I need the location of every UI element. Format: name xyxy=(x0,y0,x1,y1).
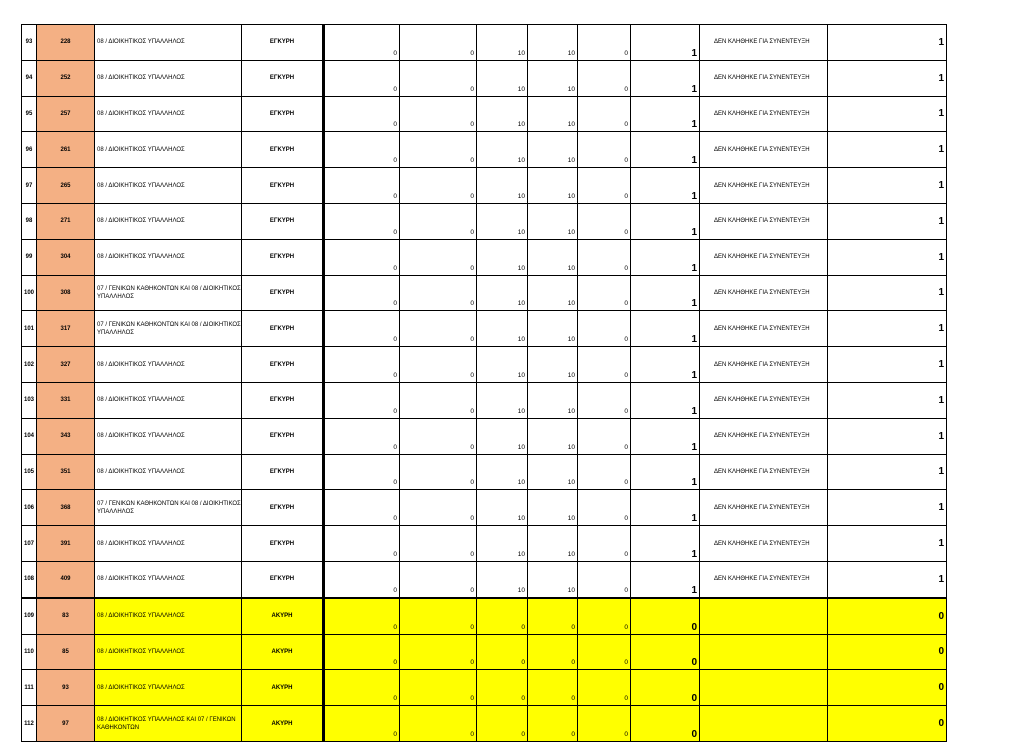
application-id-cell: 308 xyxy=(37,275,95,311)
application-id-cell: 83 xyxy=(37,598,95,634)
score-cell-1: 0 xyxy=(324,203,400,239)
score-cell-5: 0 xyxy=(578,418,631,454)
score-cell-5: 0 xyxy=(578,598,631,634)
total-score-cell: 0 xyxy=(631,598,700,634)
score-cell-2: 0 xyxy=(400,25,477,61)
row-number-cell: 105 xyxy=(22,454,37,490)
score-cell-3: 10 xyxy=(477,239,528,275)
total-score-cell: 1 xyxy=(631,60,700,96)
score-cell-5: 0 xyxy=(578,706,631,742)
score-cell-2: 0 xyxy=(400,454,477,490)
application-id-cell: 97 xyxy=(37,706,95,742)
table-row xyxy=(22,598,947,634)
table-row xyxy=(22,203,947,239)
total-score-cell: 1 xyxy=(631,25,700,61)
total-score-cell: 1 xyxy=(631,418,700,454)
application-id-cell: 261 xyxy=(37,132,95,168)
interview-note-cell: ΔΕΝ ΚΛΗΘΗΚΕ ΓΙΑ ΣΥΝΕΝΤΕΥΞΗ xyxy=(700,25,828,61)
interview-note-cell: ΔΕΝ ΚΛΗΘΗΚΕ ΓΙΑ ΣΥΝΕΝΤΕΥΞΗ xyxy=(700,561,828,597)
score-cell-3: 10 xyxy=(477,168,528,204)
score-cell-1: 0 xyxy=(324,132,400,168)
specialty-cell: 07 / ΓΕΝΙΚΩΝ ΚΑΘΗΚΟΝΤΩΝ ΚΑΙ 08 / ΔΙΟΙΚΗΤΙΚΟΣ ΥΠΑΛΛΗΛΟΣ xyxy=(95,490,242,526)
score-cell-4: 10 xyxy=(528,60,578,96)
table-row xyxy=(22,634,947,670)
score-cell-4: 10 xyxy=(528,311,578,347)
score-cell-1: 0 xyxy=(324,706,400,742)
table-row xyxy=(22,132,947,168)
score-cell-5: 0 xyxy=(578,132,631,168)
row-number-cell: 107 xyxy=(22,526,37,562)
row-number-cell: 102 xyxy=(22,347,37,383)
score-cell-5: 0 xyxy=(578,239,631,275)
interview-note-cell: ΔΕΝ ΚΛΗΘΗΚΕ ΓΙΑ ΣΥΝΕΝΤΕΥΞΗ xyxy=(700,382,828,418)
total-score-cell: 1 xyxy=(631,203,700,239)
final-score-cell: 1 xyxy=(828,490,947,526)
final-score-cell: 1 xyxy=(828,347,947,383)
total-score-cell: 1 xyxy=(631,132,700,168)
score-cell-2: 0 xyxy=(400,168,477,204)
total-score-cell: 0 xyxy=(631,634,700,670)
total-score-cell: 1 xyxy=(631,454,700,490)
validity-cell: ΕΓΚΥΡΗ xyxy=(242,25,324,61)
final-score-cell: 0 xyxy=(828,598,947,634)
application-id-cell: 409 xyxy=(37,561,95,597)
row-number-cell: 94 xyxy=(22,60,37,96)
specialty-cell: 08 / ΔΙΟΙΚΗΤΙΚΟΣ ΥΠΑΛΛΗΛΟΣ xyxy=(95,418,242,454)
score-cell-5: 0 xyxy=(578,347,631,383)
validity-cell: ΕΓΚΥΡΗ xyxy=(242,347,324,383)
interview-note-cell: ΔΕΝ ΚΛΗΘΗΚΕ ΓΙΑ ΣΥΝΕΝΤΕΥΞΗ xyxy=(700,275,828,311)
interview-note-cell: ΔΕΝ ΚΛΗΘΗΚΕ ΓΙΑ ΣΥΝΕΝΤΕΥΞΗ xyxy=(700,490,828,526)
row-number-cell: 96 xyxy=(22,132,37,168)
specialty-cell: 08 / ΔΙΟΙΚΗΤΙΚΟΣ ΥΠΑΛΛΗΛΟΣ xyxy=(95,60,242,96)
final-score-cell: 1 xyxy=(828,526,947,562)
specialty-cell: 08 / ΔΙΟΙΚΗΤΙΚΟΣ ΥΠΑΛΛΗΛΟΣ xyxy=(95,454,242,490)
final-score-cell: 1 xyxy=(828,168,947,204)
interview-note-cell: ΔΕΝ ΚΛΗΘΗΚΕ ΓΙΑ ΣΥΝΕΝΤΕΥΞΗ xyxy=(700,454,828,490)
score-cell-2: 0 xyxy=(400,670,477,706)
table-row xyxy=(22,60,947,96)
validity-cell: ΑΚΥΡΗ xyxy=(242,598,324,634)
row-number-cell: 104 xyxy=(22,418,37,454)
score-cell-2: 0 xyxy=(400,60,477,96)
validity-cell: ΕΓΚΥΡΗ xyxy=(242,454,324,490)
score-cell-2: 0 xyxy=(400,418,477,454)
score-cell-4: 10 xyxy=(528,418,578,454)
row-number-cell: 100 xyxy=(22,275,37,311)
application-id-cell: 331 xyxy=(37,382,95,418)
row-number-cell: 101 xyxy=(22,311,37,347)
application-id-cell: 85 xyxy=(37,634,95,670)
score-cell-5: 0 xyxy=(578,634,631,670)
application-id-cell: 252 xyxy=(37,60,95,96)
score-cell-1: 0 xyxy=(324,275,400,311)
score-cell-3: 10 xyxy=(477,490,528,526)
total-score-cell: 1 xyxy=(631,96,700,132)
final-score-cell: 1 xyxy=(828,239,947,275)
score-cell-4: 10 xyxy=(528,490,578,526)
score-cell-3: 10 xyxy=(477,454,528,490)
final-score-cell: 0 xyxy=(828,670,947,706)
final-score-cell: 1 xyxy=(828,275,947,311)
score-cell-1: 0 xyxy=(324,526,400,562)
score-cell-5: 0 xyxy=(578,561,631,597)
application-id-cell: 343 xyxy=(37,418,95,454)
interview-note-cell xyxy=(700,670,828,706)
final-score-cell: 1 xyxy=(828,132,947,168)
score-cell-2: 0 xyxy=(400,203,477,239)
table-row xyxy=(22,670,947,706)
total-score-cell: 1 xyxy=(631,382,700,418)
application-id-cell: 351 xyxy=(37,454,95,490)
final-score-cell: 1 xyxy=(828,203,947,239)
score-cell-1: 0 xyxy=(324,634,400,670)
row-number-cell: 93 xyxy=(22,25,37,61)
total-score-cell: 1 xyxy=(631,347,700,383)
specialty-cell: 08 / ΔΙΟΙΚΗΤΙΚΟΣ ΥΠΑΛΛΗΛΟΣ xyxy=(95,168,242,204)
table-row xyxy=(22,239,947,275)
score-cell-2: 0 xyxy=(400,311,477,347)
score-cell-2: 0 xyxy=(400,275,477,311)
row-number-cell: 108 xyxy=(22,561,37,597)
score-cell-1: 0 xyxy=(324,239,400,275)
table-row xyxy=(22,490,947,526)
score-cell-1: 0 xyxy=(324,382,400,418)
score-cell-1: 0 xyxy=(324,561,400,597)
application-id-cell: 265 xyxy=(37,168,95,204)
interview-note-cell: ΔΕΝ ΚΛΗΘΗΚΕ ΓΙΑ ΣΥΝΕΝΤΕΥΞΗ xyxy=(700,311,828,347)
specialty-cell: 08 / ΔΙΟΙΚΗΤΙΚΟΣ ΥΠΑΛΛΗΛΟΣ xyxy=(95,598,242,634)
row-number-cell: 98 xyxy=(22,203,37,239)
score-cell-3: 10 xyxy=(477,96,528,132)
score-cell-3: 0 xyxy=(477,634,528,670)
validity-cell: ΕΓΚΥΡΗ xyxy=(242,561,324,597)
total-score-cell: 1 xyxy=(631,561,700,597)
score-cell-3: 10 xyxy=(477,25,528,61)
application-id-cell: 391 xyxy=(37,526,95,562)
validity-cell: ΕΓΚΥΡΗ xyxy=(242,239,324,275)
score-cell-4: 10 xyxy=(528,203,578,239)
score-cell-1: 0 xyxy=(324,490,400,526)
total-score-cell: 0 xyxy=(631,670,700,706)
candidates-table xyxy=(21,24,947,742)
application-id-cell: 317 xyxy=(37,311,95,347)
interview-note-cell: ΔΕΝ ΚΛΗΘΗΚΕ ΓΙΑ ΣΥΝΕΝΤΕΥΞΗ xyxy=(700,418,828,454)
total-score-cell: 1 xyxy=(631,275,700,311)
final-score-cell: 1 xyxy=(828,311,947,347)
final-score-cell: 1 xyxy=(828,561,947,597)
validity-cell: ΕΓΚΥΡΗ xyxy=(242,132,324,168)
score-cell-4: 10 xyxy=(528,382,578,418)
total-score-cell: 1 xyxy=(631,311,700,347)
row-number-cell: 97 xyxy=(22,168,37,204)
specialty-cell: 08 / ΔΙΟΙΚΗΤΙΚΟΣ ΥΠΑΛΛΗΛΟΣ xyxy=(95,96,242,132)
table-row xyxy=(22,526,947,562)
score-cell-3: 10 xyxy=(477,311,528,347)
final-score-cell: 1 xyxy=(828,25,947,61)
score-cell-4: 10 xyxy=(528,275,578,311)
application-id-cell: 271 xyxy=(37,203,95,239)
row-number-cell: 95 xyxy=(22,96,37,132)
interview-note-cell: ΔΕΝ ΚΛΗΘΗΚΕ ΓΙΑ ΣΥΝΕΝΤΕΥΞΗ xyxy=(700,347,828,383)
score-cell-2: 0 xyxy=(400,490,477,526)
application-id-cell: 93 xyxy=(37,670,95,706)
score-cell-2: 0 xyxy=(400,634,477,670)
specialty-cell: 08 / ΔΙΟΙΚΗΤΙΚΟΣ ΥΠΑΛΛΗΛΟΣ xyxy=(95,25,242,61)
final-score-cell: 0 xyxy=(828,634,947,670)
score-cell-3: 0 xyxy=(477,598,528,634)
table-row xyxy=(22,275,947,311)
interview-note-cell xyxy=(700,598,828,634)
validity-cell: ΑΚΥΡΗ xyxy=(242,706,324,742)
validity-cell: ΕΓΚΥΡΗ xyxy=(242,311,324,347)
score-cell-5: 0 xyxy=(578,168,631,204)
final-score-cell: 0 xyxy=(828,706,947,742)
score-cell-4: 10 xyxy=(528,96,578,132)
validity-cell: ΕΓΚΥΡΗ xyxy=(242,168,324,204)
specialty-cell: 08 / ΔΙΟΙΚΗΤΙΚΟΣ ΥΠΑΛΛΗΛΟΣ xyxy=(95,561,242,597)
score-cell-3: 10 xyxy=(477,526,528,562)
specialty-cell: 08 / ΔΙΟΙΚΗΤΙΚΟΣ ΥΠΑΛΛΗΛΟΣ xyxy=(95,347,242,383)
validity-cell: ΑΚΥΡΗ xyxy=(242,634,324,670)
row-number-cell: 103 xyxy=(22,382,37,418)
score-cell-4: 0 xyxy=(528,634,578,670)
score-cell-5: 0 xyxy=(578,670,631,706)
validity-cell: ΕΓΚΥΡΗ xyxy=(242,418,324,454)
row-number-cell: 112 xyxy=(22,706,37,742)
interview-note-cell xyxy=(700,634,828,670)
score-cell-5: 0 xyxy=(578,275,631,311)
score-cell-5: 0 xyxy=(578,382,631,418)
score-cell-2: 0 xyxy=(400,132,477,168)
score-cell-5: 0 xyxy=(578,25,631,61)
total-score-cell: 1 xyxy=(631,168,700,204)
score-cell-5: 0 xyxy=(578,311,631,347)
row-number-cell: 111 xyxy=(22,670,37,706)
score-cell-5: 0 xyxy=(578,60,631,96)
validity-cell: ΑΚΥΡΗ xyxy=(242,670,324,706)
score-cell-5: 0 xyxy=(578,526,631,562)
score-cell-4: 10 xyxy=(528,454,578,490)
final-score-cell: 1 xyxy=(828,382,947,418)
specialty-cell: 07 / ΓΕΝΙΚΩΝ ΚΑΘΗΚΟΝΤΩΝ ΚΑΙ 08 / ΔΙΟΙΚΗΤΙΚΟΣ ΥΠΑΛΛΗΛΟΣ xyxy=(95,311,242,347)
score-cell-3: 10 xyxy=(477,418,528,454)
interview-note-cell: ΔΕΝ ΚΛΗΘΗΚΕ ΓΙΑ ΣΥΝΕΝΤΕΥΞΗ xyxy=(700,60,828,96)
score-cell-4: 0 xyxy=(528,670,578,706)
table-row xyxy=(22,347,947,383)
score-cell-1: 0 xyxy=(324,454,400,490)
interview-note-cell: ΔΕΝ ΚΛΗΘΗΚΕ ΓΙΑ ΣΥΝΕΝΤΕΥΞΗ xyxy=(700,239,828,275)
total-score-cell: 1 xyxy=(631,490,700,526)
score-cell-2: 0 xyxy=(400,347,477,383)
total-score-cell: 1 xyxy=(631,526,700,562)
score-cell-4: 10 xyxy=(528,526,578,562)
table-row xyxy=(22,382,947,418)
score-cell-3: 0 xyxy=(477,706,528,742)
final-score-cell: 1 xyxy=(828,418,947,454)
score-cell-1: 0 xyxy=(324,670,400,706)
validity-cell: ΕΓΚΥΡΗ xyxy=(242,203,324,239)
validity-cell: ΕΓΚΥΡΗ xyxy=(242,490,324,526)
score-cell-3: 10 xyxy=(477,561,528,597)
score-cell-4: 0 xyxy=(528,706,578,742)
row-number-cell: 110 xyxy=(22,634,37,670)
score-cell-3: 10 xyxy=(477,347,528,383)
specialty-cell: 08 / ΔΙΟΙΚΗΤΙΚΟΣ ΥΠΑΛΛΗΛΟΣ xyxy=(95,526,242,562)
score-cell-4: 10 xyxy=(528,25,578,61)
score-cell-2: 0 xyxy=(400,526,477,562)
score-cell-1: 0 xyxy=(324,598,400,634)
application-id-cell: 228 xyxy=(37,25,95,61)
final-score-cell: 1 xyxy=(828,60,947,96)
table-row xyxy=(22,418,947,454)
specialty-cell: 07 / ΓΕΝΙΚΩΝ ΚΑΘΗΚΟΝΤΩΝ ΚΑΙ 08 / ΔΙΟΙΚΗΤΙΚΟΣ ΥΠΑΛΛΗΛΟΣ xyxy=(95,275,242,311)
score-cell-3: 10 xyxy=(477,275,528,311)
application-id-cell: 327 xyxy=(37,347,95,383)
score-cell-4: 10 xyxy=(528,168,578,204)
application-id-cell: 368 xyxy=(37,490,95,526)
row-number-cell: 99 xyxy=(22,239,37,275)
score-cell-5: 0 xyxy=(578,203,631,239)
application-id-cell: 257 xyxy=(37,96,95,132)
table-row xyxy=(22,168,947,204)
score-cell-1: 0 xyxy=(324,168,400,204)
score-cell-2: 0 xyxy=(400,96,477,132)
table-row xyxy=(22,311,947,347)
score-cell-1: 0 xyxy=(324,60,400,96)
score-cell-1: 0 xyxy=(324,25,400,61)
final-score-cell: 1 xyxy=(828,96,947,132)
validity-cell: ΕΓΚΥΡΗ xyxy=(242,275,324,311)
validity-cell: ΕΓΚΥΡΗ xyxy=(242,382,324,418)
application-id-cell: 304 xyxy=(37,239,95,275)
specialty-cell: 08 / ΔΙΟΙΚΗΤΙΚΟΣ ΥΠΑΛΛΗΛΟΣ xyxy=(95,634,242,670)
specialty-cell: 08 / ΔΙΟΙΚΗΤΙΚΟΣ ΥΠΑΛΛΗΛΟΣ xyxy=(95,239,242,275)
score-cell-2: 0 xyxy=(400,598,477,634)
table-row xyxy=(22,454,947,490)
score-cell-3: 10 xyxy=(477,382,528,418)
score-cell-2: 0 xyxy=(400,239,477,275)
score-cell-3: 0 xyxy=(477,670,528,706)
interview-note-cell: ΔΕΝ ΚΛΗΘΗΚΕ ΓΙΑ ΣΥΝΕΝΤΕΥΞΗ xyxy=(700,96,828,132)
score-cell-5: 0 xyxy=(578,490,631,526)
validity-cell: ΕΓΚΥΡΗ xyxy=(242,96,324,132)
interview-note-cell: ΔΕΝ ΚΛΗΘΗΚΕ ΓΙΑ ΣΥΝΕΝΤΕΥΞΗ xyxy=(700,203,828,239)
specialty-cell: 08 / ΔΙΟΙΚΗΤΙΚΟΣ ΥΠΑΛΛΗΛΟΣ xyxy=(95,670,242,706)
total-score-cell: 1 xyxy=(631,239,700,275)
score-cell-4: 0 xyxy=(528,598,578,634)
score-cell-1: 0 xyxy=(324,347,400,383)
score-cell-5: 0 xyxy=(578,96,631,132)
validity-cell: ΕΓΚΥΡΗ xyxy=(242,60,324,96)
table-row xyxy=(22,96,947,132)
specialty-cell: 08 / ΔΙΟΙΚΗΤΙΚΟΣ ΥΠΑΛΛΗΛΟΣ ΚΑΙ 07 / ΓΕΝΙΚΩΝ ΚΑΘΗΚΟΝΤΩΝ xyxy=(95,706,242,742)
score-cell-3: 10 xyxy=(477,132,528,168)
table-body xyxy=(22,25,947,742)
total-score-cell: 0 xyxy=(631,706,700,742)
score-cell-5: 0 xyxy=(578,454,631,490)
score-cell-2: 0 xyxy=(400,382,477,418)
score-cell-4: 10 xyxy=(528,132,578,168)
score-cell-3: 10 xyxy=(477,203,528,239)
score-cell-2: 0 xyxy=(400,561,477,597)
interview-note-cell: ΔΕΝ ΚΛΗΘΗΚΕ ΓΙΑ ΣΥΝΕΝΤΕΥΞΗ xyxy=(700,132,828,168)
row-number-cell: 106 xyxy=(22,490,37,526)
specialty-cell: 08 / ΔΙΟΙΚΗΤΙΚΟΣ ΥΠΑΛΛΗΛΟΣ xyxy=(95,132,242,168)
score-cell-1: 0 xyxy=(324,418,400,454)
specialty-cell: 08 / ΔΙΟΙΚΗΤΙΚΟΣ ΥΠΑΛΛΗΛΟΣ xyxy=(95,203,242,239)
score-cell-4: 10 xyxy=(528,239,578,275)
validity-cell: ΕΓΚΥΡΗ xyxy=(242,526,324,562)
specialty-cell: 08 / ΔΙΟΙΚΗΤΙΚΟΣ ΥΠΑΛΛΗΛΟΣ xyxy=(95,382,242,418)
interview-note-cell: ΔΕΝ ΚΛΗΘΗΚΕ ΓΙΑ ΣΥΝΕΝΤΕΥΞΗ xyxy=(700,526,828,562)
score-cell-3: 10 xyxy=(477,60,528,96)
row-number-cell: 109 xyxy=(22,598,37,634)
score-cell-4: 10 xyxy=(528,347,578,383)
score-cell-1: 0 xyxy=(324,311,400,347)
score-cell-2: 0 xyxy=(400,706,477,742)
score-cell-4: 10 xyxy=(528,561,578,597)
final-score-cell: 1 xyxy=(828,454,947,490)
interview-note-cell: ΔΕΝ ΚΛΗΘΗΚΕ ΓΙΑ ΣΥΝΕΝΤΕΥΞΗ xyxy=(700,168,828,204)
table-row xyxy=(22,561,947,597)
table-row xyxy=(22,25,947,61)
score-cell-1: 0 xyxy=(324,96,400,132)
